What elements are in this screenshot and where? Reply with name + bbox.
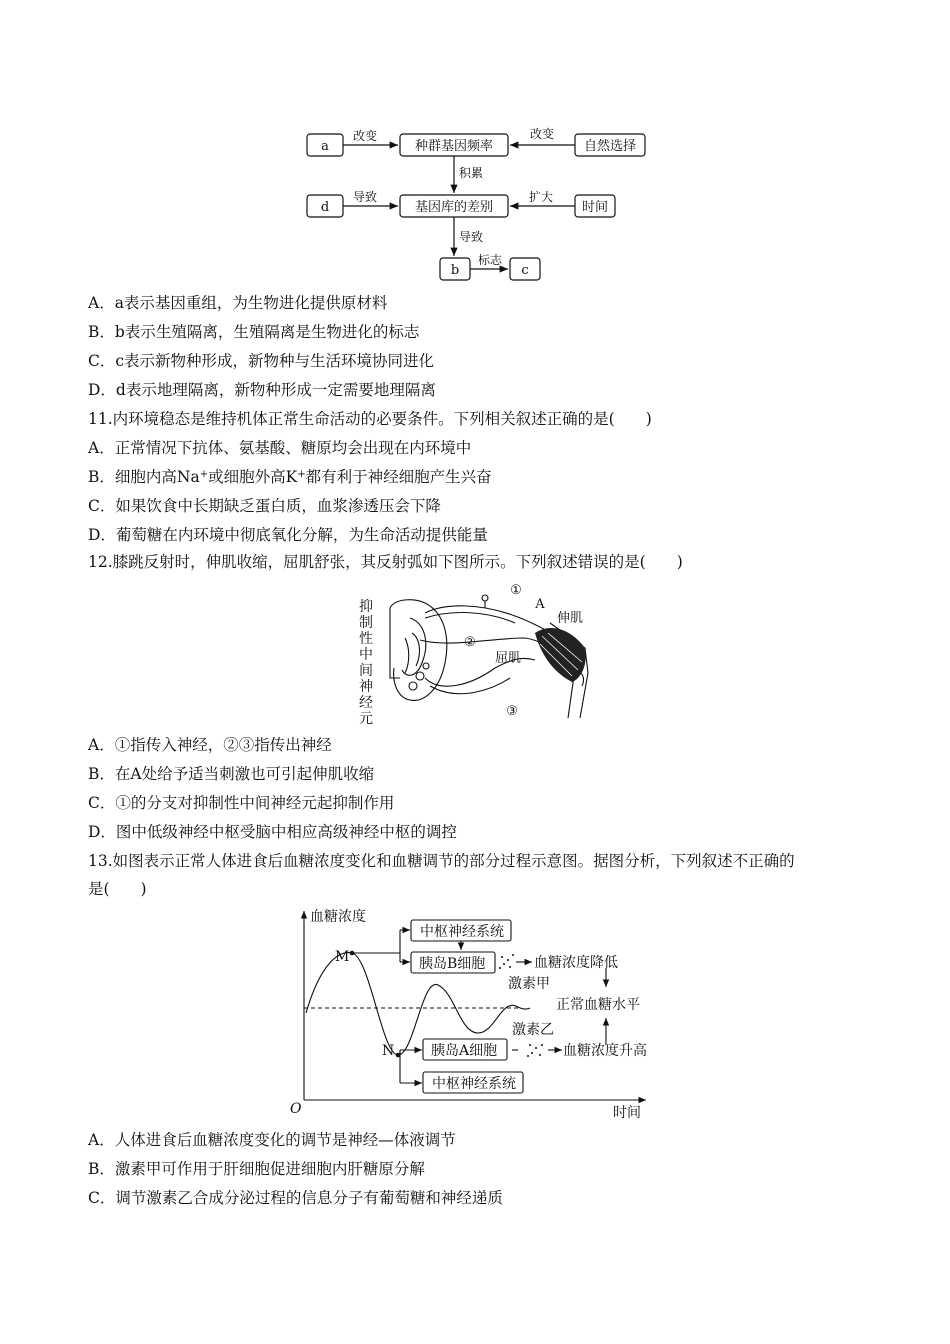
box-alpha-cell: 胰岛A细胞 [431,1043,498,1059]
q10-option-d: D．d表示地理隔离，新物种形成一定需要地理隔离 [88,381,436,399]
box-a: a [321,139,329,154]
box-natural-selection: 自然选择 [583,139,637,154]
q11-option-b: B．细胞内高Na+或细胞外高K+都有利于神经细胞产生兴奋 [88,468,492,486]
q13-option-a: A．人体进食后血糖浓度变化的调节是神经—体液调节 [88,1131,456,1149]
q12-stem: 12.膝跳反射时，伸肌收缩，屈肌舒张，其反射弧如下图所示。下列叙述错误的是( ) [88,553,683,571]
vertical-label-char: 经 [359,695,373,711]
vertical-label-char: 性 [359,631,373,647]
q11-option-d: D．葡萄糖在内环境中彻底氧化分解，为生命活动提供能量 [88,526,488,544]
box-b: b [450,263,460,278]
q12-option-b: B．在A处给予适当刺激也可引起伸肌收缩 [88,765,375,783]
box-c: c [521,263,529,278]
q10-option-b: B．b表示生殖隔离，生殖隔离是生物进化的标志 [88,323,420,341]
q11-option-c: C．如果饮食中长期缺乏蛋白质，血浆渗透压会下降 [88,497,441,515]
label-circle-3: ③ [506,704,518,719]
label-accumulate: 积累 [458,166,484,180]
reflex-arc-diagram [350,578,600,728]
vertical-label-char: 制 [359,615,373,631]
q12-option-a: A．①指传入神经，②③指传出神经 [88,736,332,754]
label-mark: 标志 [477,253,503,267]
glucose-curve [306,953,530,1055]
label-expand: 扩大 [528,190,554,204]
origin-label: O [290,1101,302,1117]
q13-option-b: B．激素甲可作用于肝细胞促进细胞内肝糖原分解 [88,1160,425,1178]
q13-stem-line1: 13.如图表示正常人体进食后血糖浓度变化和血糖调节的部分过程示意图。据图分析，下列叙述不正确的 [88,852,795,870]
box-d: d [320,200,330,215]
box-gene-pool-difference: 基因库的差别 [414,200,494,215]
q12-option-c: C．①的分支对抑制性中间神经元起抑制作用 [88,794,395,812]
label-change-2: 改变 [529,127,555,141]
box-gene-frequency: 种群基因频率 [414,139,494,154]
blood-glucose-regulation-diagram [290,905,670,1123]
vertical-label-char: 抑 [359,599,373,615]
point-m-label: M [335,949,350,965]
label-hormone-yi: 激素乙 [512,1022,554,1038]
label-extensor: 伸肌 [556,611,584,626]
label-cause-1: 导致 [352,190,378,204]
vertical-label-char: 元 [359,711,373,727]
q11-option-a: A．正常情况下抗体、氨基酸、糖原均会出现在内环境中 [88,439,472,457]
box-beta-cell: 胰岛B细胞 [419,956,486,972]
point-n-label: N [382,1043,395,1059]
q13-stem-line2: 是( ) [88,880,147,898]
evolution-flow-diagram [300,125,650,285]
y-axis-label: 血糖浓度 [310,909,366,925]
vertical-label-char: 神 [359,679,373,695]
q11-stem: 11.内环境稳态是维持机体正常生命活动的必要条件。下列相关叙述正确的是( ) [88,410,652,428]
label-hormone-jia: 激素甲 [508,976,550,992]
label-change-1: 改变 [352,129,378,143]
label-cause-2: 导致 [458,230,484,244]
label-circle-2: ② [464,635,476,650]
label-glucose-decrease: 血糖浓度降低 [534,955,618,971]
q10-option-c: C．c表示新物种形成，新物种与生活环境协同进化 [88,352,435,370]
label-normal-glucose: 正常血糖水平 [556,997,640,1013]
label-flexor: 屈肌 [494,651,522,666]
label-glucose-increase: 血糖浓度升高 [563,1043,647,1059]
q12-option-d: D．图中低级神经中枢受脑中相应高级神经中枢的调控 [88,823,457,841]
label-circle-1: ① [510,583,522,598]
vertical-label-char: 间 [359,663,373,679]
box-cns-bottom: 中枢神经系统 [432,1076,516,1092]
x-axis-label: 时间 [613,1105,641,1121]
vertical-label-char: 中 [359,647,373,663]
q13-option-c: C．调节激素乙合成分泌过程的信息分子有葡萄糖和神经递质 [88,1189,503,1207]
label-a: A [535,597,545,612]
box-cns-top: 中枢神经系统 [420,924,504,940]
box-time: 时间 [581,200,609,215]
q10-option-a: A．a表示基因重组，为生物进化提供原材料 [88,294,388,312]
